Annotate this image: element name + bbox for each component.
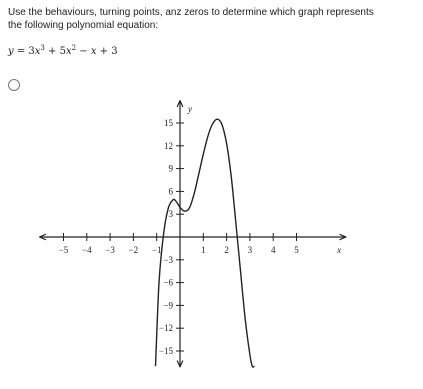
y-tick-label: −12	[158, 323, 173, 334]
x-tick-label: −1	[151, 245, 162, 255]
eq-x-1: x	[34, 46, 41, 57]
eq-part-4: + 3	[96, 46, 118, 57]
y-axis-label: y	[188, 104, 192, 115]
y-tick-label: −6	[163, 277, 173, 288]
eq-x-2: x	[65, 46, 72, 57]
eq-exponent-1: 3	[40, 44, 45, 52]
eq-y: y	[8, 46, 14, 57]
x-tick-label: 4	[270, 245, 276, 255]
y-tick-label: −9	[163, 300, 173, 311]
y-tick-label: 12	[164, 140, 173, 151]
y-tick-label: −3	[163, 254, 173, 265]
x-tick-label: 5	[294, 245, 299, 255]
x-tick-label: −2	[128, 245, 139, 255]
x-tick-label: 2	[224, 245, 229, 255]
eq-part-1: = 3	[13, 46, 35, 57]
y-tick-label: 9	[168, 163, 173, 174]
question-line-1: Use the behaviours, turning points, anz zeros to determine which graph represents	[8, 7, 374, 18]
x-tick-label: −4	[82, 245, 92, 255]
eq-part-3: −	[76, 46, 91, 57]
question-line-2: the following polynomial equation:	[8, 20, 159, 31]
y-tick-label: 6	[168, 186, 173, 197]
y-tick-label: 3	[168, 209, 173, 220]
x-tick-label: 3	[247, 245, 253, 255]
eq-exponent-2: 2	[71, 44, 77, 52]
eq-x-3: x	[90, 46, 97, 57]
x-tick-label: −5	[58, 245, 69, 255]
y-tick-label: 15	[164, 118, 173, 128]
x-axis-label: x	[337, 245, 342, 255]
y-tick-label: −15	[158, 346, 173, 356]
eq-part-2: + 5	[44, 46, 66, 57]
x-tick-label: 1	[201, 245, 206, 255]
x-tick-label: −3	[105, 245, 115, 255]
